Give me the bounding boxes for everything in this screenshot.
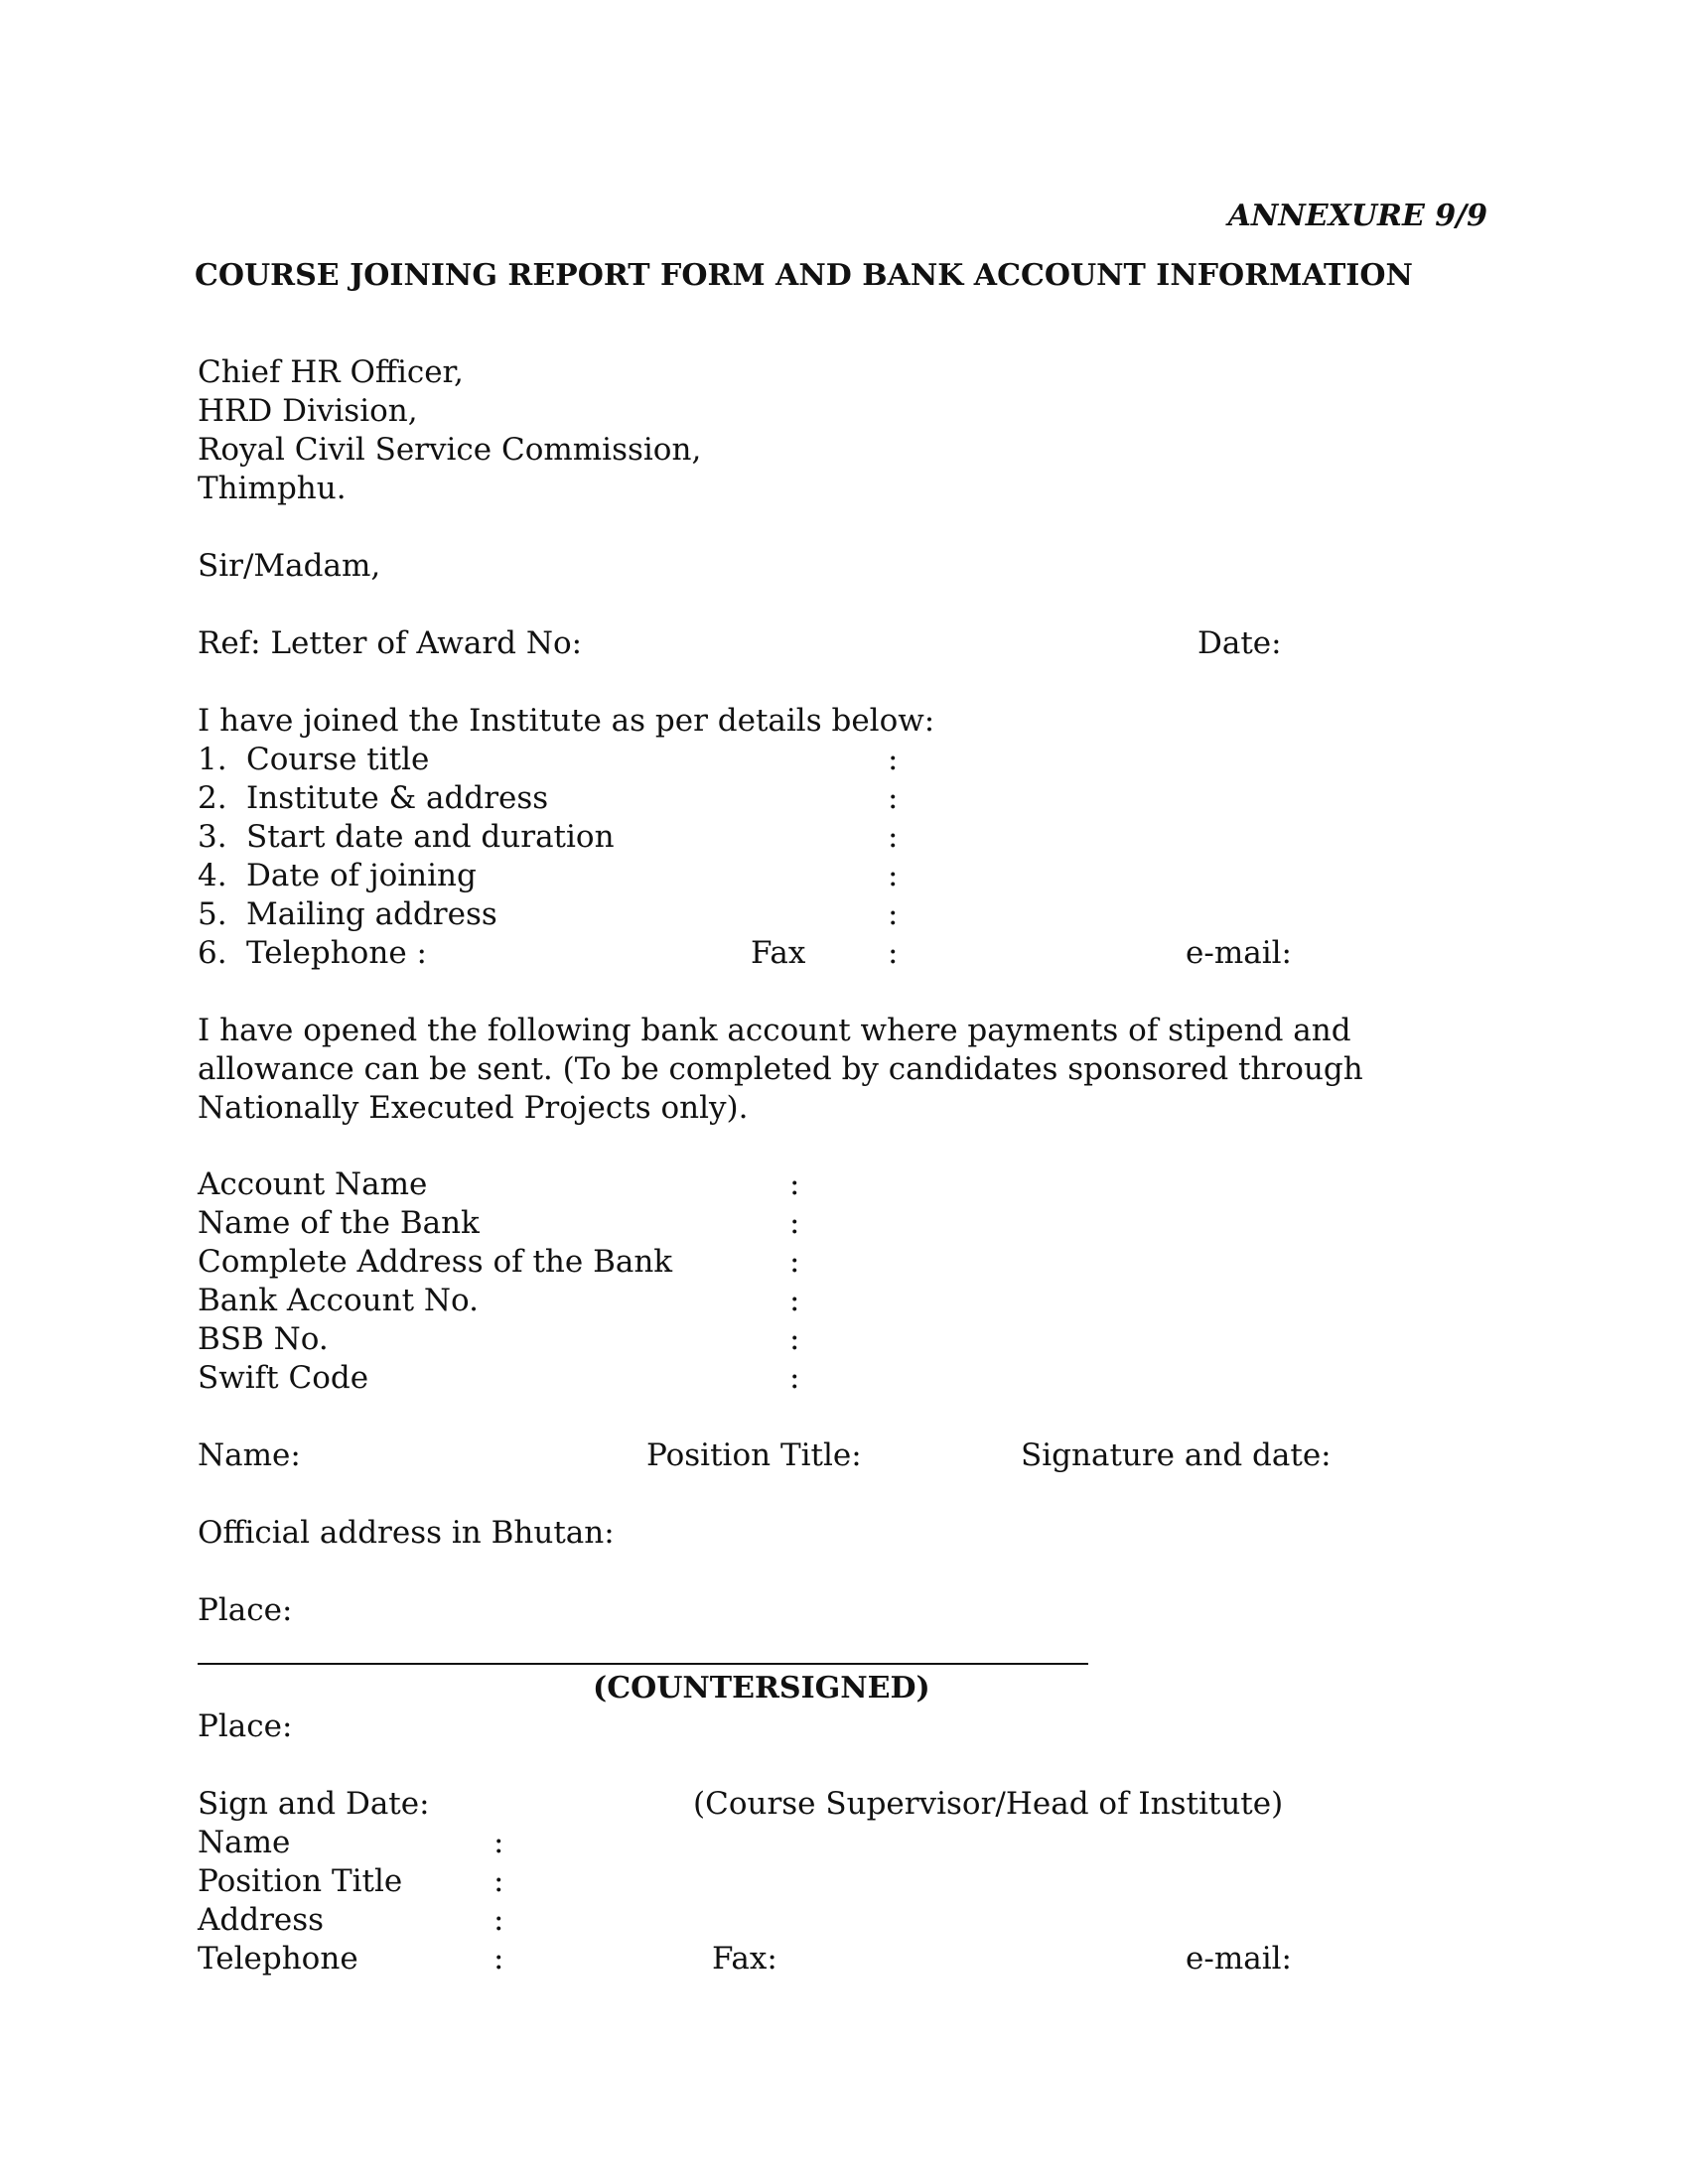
detail-colon: : <box>888 858 899 893</box>
form-title: COURSE JOINING REPORT FORM AND BANK ACCOUNT INFORMATION <box>195 258 1413 293</box>
detail-label: Mailing address <box>246 896 497 932</box>
bank-field-colon: : <box>789 1360 800 1396</box>
bank-paragraph-line: I have opened the following bank account where payments of stipend and <box>198 1013 1351 1048</box>
bank-field-label: BSB No. <box>198 1321 329 1357</box>
detail-number: 2. <box>198 780 227 816</box>
bank-field-label: Complete Address of the Bank <box>198 1244 673 1280</box>
bank-field-colon: : <box>789 1166 800 1202</box>
bank-field-label: Account Name <box>198 1166 428 1202</box>
detail-colon: : <box>888 742 899 777</box>
addressee-line: HRD Division, <box>198 393 418 429</box>
date-label: Date: <box>1197 625 1282 661</box>
addressee-line: Thimphu. <box>198 471 347 506</box>
bank-field-colon: : <box>789 1244 800 1280</box>
detail-number: 1. <box>198 742 227 777</box>
supervisor-field-colon: : <box>493 1941 504 1977</box>
countersigned-place-label: Place: <box>198 1708 293 1744</box>
supervisor-field-label: Telephone <box>198 1941 358 1977</box>
detail-label: Course title <box>246 742 430 777</box>
annexure-label: ANNEXURE 9/9 <box>1227 199 1487 233</box>
detail-label: Institute & address <box>246 780 549 816</box>
bank-field-label: Name of the Bank <box>198 1205 480 1241</box>
supervisor-field-label: Address <box>198 1902 325 1938</box>
detail-label: Start date and duration <box>246 819 615 855</box>
detail-number: 6. <box>198 935 227 971</box>
sign-date-label: Sign and Date: <box>198 1786 430 1822</box>
bank-field-colon: : <box>789 1321 800 1357</box>
bank-field-label: Swift Code <box>198 1360 369 1396</box>
bank-paragraph-line: allowance can be sent. (To be completed by candidates sponsored through <box>198 1051 1363 1087</box>
official-address-label: Official address in Bhutan: <box>198 1515 615 1551</box>
intro-text: I have joined the Institute as per details below: <box>198 703 935 739</box>
supervisor-label: (Course Supervisor/Head of Institute) <box>693 1786 1284 1822</box>
detail-colon: : <box>888 935 899 971</box>
detail-label: Telephone : <box>246 935 427 971</box>
countersigned-label: (COUNTERSIGNED) <box>593 1671 930 1706</box>
detail-number: 4. <box>198 858 227 893</box>
email-label: e-mail: <box>1186 935 1292 971</box>
detail-colon: : <box>888 780 899 816</box>
name-label: Name: <box>198 1437 301 1473</box>
bank-field-colon: : <box>789 1283 800 1318</box>
signature-line <box>198 1663 1088 1665</box>
salutation: Sir/Madam, <box>198 548 381 584</box>
position-title-label: Position Title: <box>646 1437 862 1473</box>
supervisor-field-label: Position Title <box>198 1863 403 1899</box>
detail-label: Date of joining <box>246 858 477 893</box>
fax-label: Fax <box>751 935 806 971</box>
supervisor-email-label: e-mail: <box>1186 1941 1292 1977</box>
supervisor-field-label: Name <box>198 1825 291 1860</box>
place-label: Place: <box>198 1592 293 1628</box>
supervisor-field-colon: : <box>493 1825 504 1860</box>
bank-field-label: Bank Account No. <box>198 1283 479 1318</box>
supervisor-fax-label: Fax: <box>712 1941 777 1977</box>
signature-date-label: Signature and date: <box>1021 1437 1332 1473</box>
detail-colon: : <box>888 896 899 932</box>
supervisor-field-colon: : <box>493 1863 504 1899</box>
bank-paragraph-line: Nationally Executed Projects only). <box>198 1090 749 1126</box>
detail-number: 3. <box>198 819 227 855</box>
addressee-line: Chief HR Officer, <box>198 354 464 390</box>
supervisor-field-colon: : <box>493 1902 504 1938</box>
detail-number: 5. <box>198 896 227 932</box>
ref-label: Ref: Letter of Award No: <box>198 625 583 661</box>
detail-colon: : <box>888 819 899 855</box>
bank-field-colon: : <box>789 1205 800 1241</box>
addressee-line: Royal Civil Service Commission, <box>198 432 702 468</box>
